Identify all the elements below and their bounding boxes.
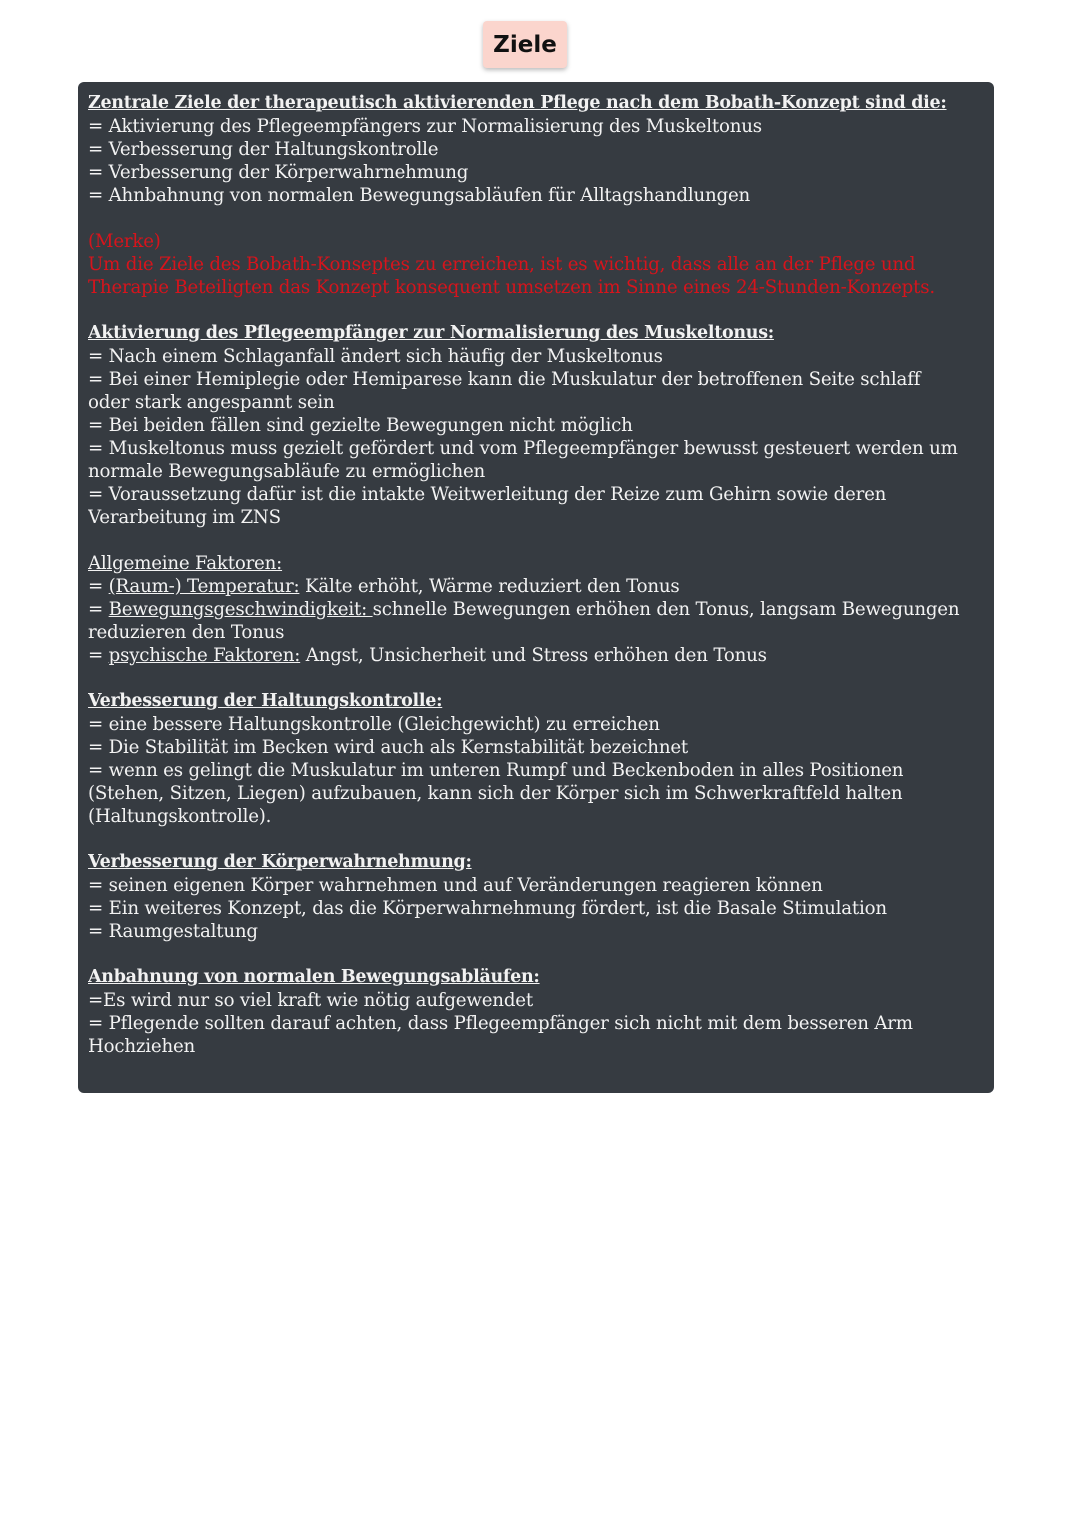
- spacer: [88, 667, 984, 690]
- factor-term: Bewegungsgeschwindigkeit:: [108, 599, 373, 620]
- section-heading-haltung: Verbesserung der Haltungskontrolle:: [88, 691, 443, 711]
- factor-prefix: =: [88, 599, 109, 620]
- content-card: [78, 82, 994, 1093]
- factor-prefix: =: [88, 645, 109, 666]
- spacer: [88, 207, 984, 230]
- factor-term: (Raum-) Temperatur:: [108, 576, 300, 597]
- section-line: Hochziehen: [88, 1036, 196, 1057]
- spacer: [88, 828, 984, 851]
- intro-item: = Verbesserung der Haltungskontrolle: [88, 139, 439, 160]
- section-line: = Raumgestaltung: [88, 921, 258, 942]
- spacer: [88, 943, 984, 966]
- section-heading-wahrnehmung: Verbesserung der Körperwahrnehmung:: [88, 852, 472, 872]
- section-line: = Voraussetzung dafür ist die intakte Weitwerleitung der Reize zum Gehirn sowie deren: [88, 484, 887, 505]
- section-line: (Haltungskontrolle).: [88, 806, 272, 827]
- section-line: = eine bessere Haltungskontrolle (Gleichgewicht) zu erreichen: [88, 714, 660, 735]
- factor-speed-cont: reduzieren den Tonus: [88, 622, 285, 643]
- intro-heading: Zentrale Ziele der therapeutisch aktivierenden Pflege nach dem Bobath-Konzept sind die:: [88, 93, 947, 113]
- section-line: = Bei einer Hemiplegie oder Hemiparese kann die Muskulatur der betroffenen Seite schlaff: [88, 369, 921, 390]
- section-heading-bewegung: Anbahnung von normalen Bewegungsabläufen:: [88, 967, 540, 987]
- factor-text: Angst, Unsicherheit und Stress erhöhen den Tonus: [300, 645, 767, 666]
- spacer: [88, 299, 984, 322]
- section-line: normale Bewegungsabläufe zu ermöglichen: [88, 461, 486, 482]
- spacer: [88, 529, 984, 552]
- intro-item: = Ahnbahnung von normalen Bewegungsabläufen für Alltagshandlungen: [88, 185, 751, 206]
- factor-term: psychische Faktoren:: [108, 645, 301, 666]
- section-heading-muskeltonus: Aktivierung des Pflegeempfänger zur Normalisierung des Muskeltonus:: [88, 323, 774, 343]
- intro-item: = Aktivierung des Pflegeempfängers zur Normalisierung des Muskeltonus: [88, 116, 762, 137]
- section-line: = Bei beiden fällen sind gezielte Bewegungen nicht möglich: [88, 415, 633, 436]
- section-line: = Nach einem Schlaganfall ändert sich häufig der Muskeltonus: [88, 346, 663, 367]
- section-line: (Stehen, Sitzen, Liegen) aufzubauen, kann sich der Körper sich im Schwerkraftfeld halten: [88, 783, 903, 804]
- factor-speed: [88, 598, 984, 621]
- factor-text: Kälte erhöht, Wärme reduziert den Tonus: [299, 576, 680, 597]
- section-line: = seinen eigenen Körper wahrnehmen und auf Veränderungen reagieren können: [88, 875, 823, 896]
- page-title: Ziele: [483, 21, 567, 68]
- factor-text: schnelle Bewegungen erhöhen den Tonus, langsam Bewegungen: [372, 599, 960, 620]
- section-line: = Pflegende sollten darauf achten, dass Pflegeempfänger sich nicht mit dem besseren Arm: [88, 1013, 913, 1034]
- section-line: Verarbeitung im ZNS: [88, 507, 281, 528]
- note-line: Therapie Beteiligten das Konzept konsequent umsetzen im Sinne eines 24-Stunden-Konzepts.: [88, 277, 935, 298]
- note-label: (Merke): [88, 231, 161, 252]
- factor-temperature: [88, 575, 984, 598]
- section-line: =Es wird nur so viel kraft wie nötig aufgewendet: [88, 990, 533, 1011]
- section-line: = Ein weiteres Konzept, das die Körperwahrnehmung fördert, ist die Basale Stimulation: [88, 898, 887, 919]
- section-line: oder stark angespannt sein: [88, 392, 335, 413]
- factor-psyche: [88, 644, 984, 667]
- note-line: Um die Ziele des Bobath-Konseptes zu erreichen, ist es wichtig, dass alle an der Pflege und: [88, 254, 916, 275]
- factor-prefix: =: [88, 576, 109, 597]
- section-line: = Die Stabilität im Becken wird auch als Kernstabilität bezeichnet: [88, 737, 689, 758]
- section-line: = wenn es gelingt die Muskulatur im unteren Rumpf und Beckenboden in alles Positionen: [88, 760, 904, 781]
- section-line: = Muskeltonus muss gezielt gefördert und vom Pflegeempfänger bewusst gesteuert werden um: [88, 438, 958, 459]
- factors-heading: Allgemeine Faktoren:: [88, 553, 283, 574]
- intro-item: = Verbesserung der Körperwahrnehmung: [88, 162, 469, 183]
